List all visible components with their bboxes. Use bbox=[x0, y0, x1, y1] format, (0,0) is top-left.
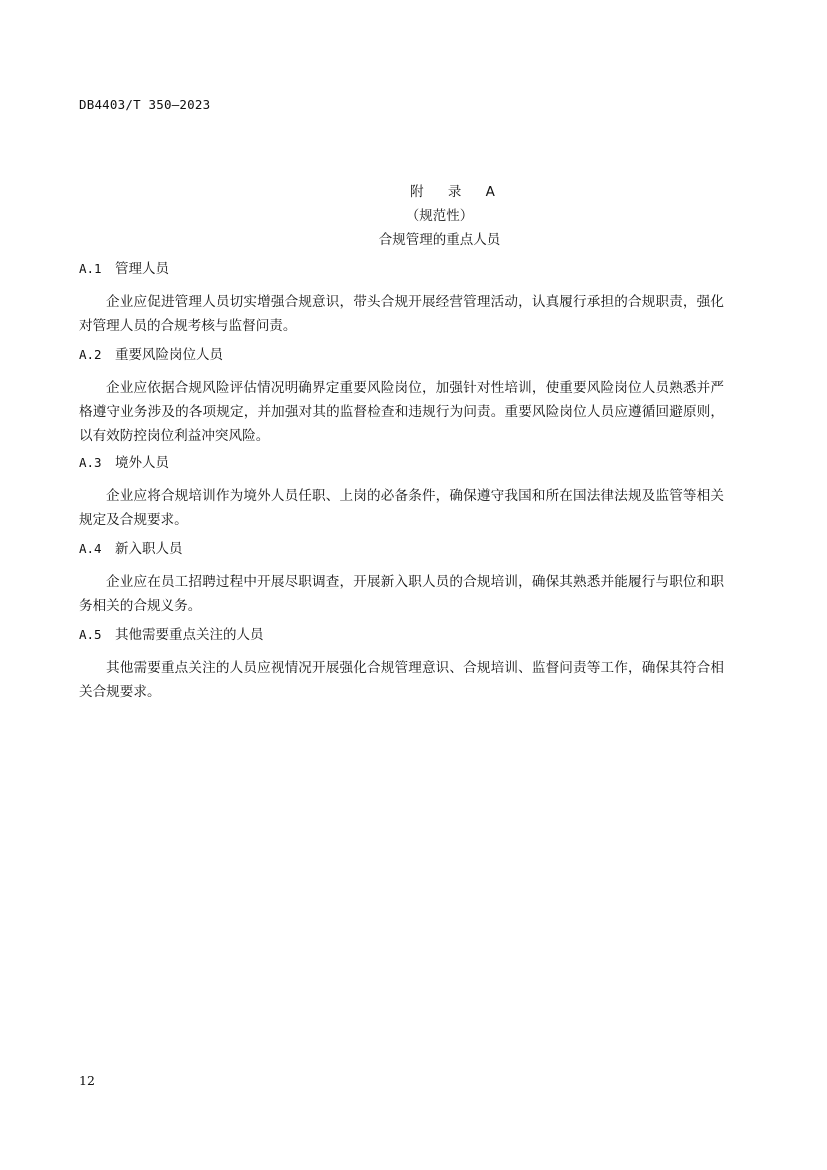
document-code: DB4403/T 350—2023 bbox=[79, 97, 211, 112]
section-title: 新入职人员 bbox=[115, 541, 183, 557]
annex-type: （规范性） bbox=[405, 208, 474, 224]
section-a2 bbox=[79, 344, 724, 448]
section-paragraph: 其他需要重点关注的人员应视情况开展强化合规管理意识、合规培训、监督问责等工作，确保其符合相关合规要求。 bbox=[79, 660, 724, 700]
section-paragraph: 企业应在员工招聘过程中开展尽职调查，开展新入职人员的合规培训，确保其熟悉并能履行与职位和职务相关的合规义务。 bbox=[79, 574, 724, 614]
section-number: A.2 bbox=[79, 347, 102, 362]
section-heading bbox=[79, 624, 724, 646]
section-paragraph: 企业应将合规培训作为境外人员任职、上岗的必备条件，确保遵守我国和所在国法律法规及监管等相关规定及合规要求。 bbox=[79, 488, 724, 528]
section-a4 bbox=[79, 538, 724, 618]
section-number: A.3 bbox=[79, 455, 102, 470]
section-title: 境外人员 bbox=[115, 455, 169, 471]
annex-name: 合规管理的重点人员 bbox=[378, 232, 501, 248]
section-a3 bbox=[79, 452, 724, 532]
section-a5 bbox=[79, 624, 724, 704]
section-paragraph: 企业应促进管理人员切实增强合规意识，带头合规开展经营管理活动，认真履行承担的合规职责，强化对管理人员的合规考核与监督问责。 bbox=[79, 294, 724, 334]
section-number: A.1 bbox=[79, 261, 102, 276]
annex-title: 附 录 A bbox=[410, 184, 505, 200]
section-a1 bbox=[79, 258, 724, 338]
section-title: 管理人员 bbox=[115, 261, 169, 277]
page-number: 12 bbox=[79, 1073, 95, 1088]
section-number: A.5 bbox=[79, 627, 102, 642]
section-title: 重要风险岗位人员 bbox=[115, 347, 223, 363]
section-heading bbox=[79, 452, 724, 474]
section-heading bbox=[79, 258, 724, 280]
section-title: 其他需要重点关注的人员 bbox=[115, 627, 264, 643]
section-paragraph: 企业应依据合规风险评估情况明确界定重要风险岗位，加强针对性培训，使重要风险岗位人员熟悉并严格遵守业务涉及的各项规定，并加强对其的监督检查和违规行为问责。重要风险岗位人员应遵循回避原则，以有效防控岗位利益冲突风险。 bbox=[79, 380, 724, 444]
section-number: A.4 bbox=[79, 541, 102, 556]
section-heading bbox=[79, 344, 724, 366]
section-heading bbox=[79, 538, 724, 560]
